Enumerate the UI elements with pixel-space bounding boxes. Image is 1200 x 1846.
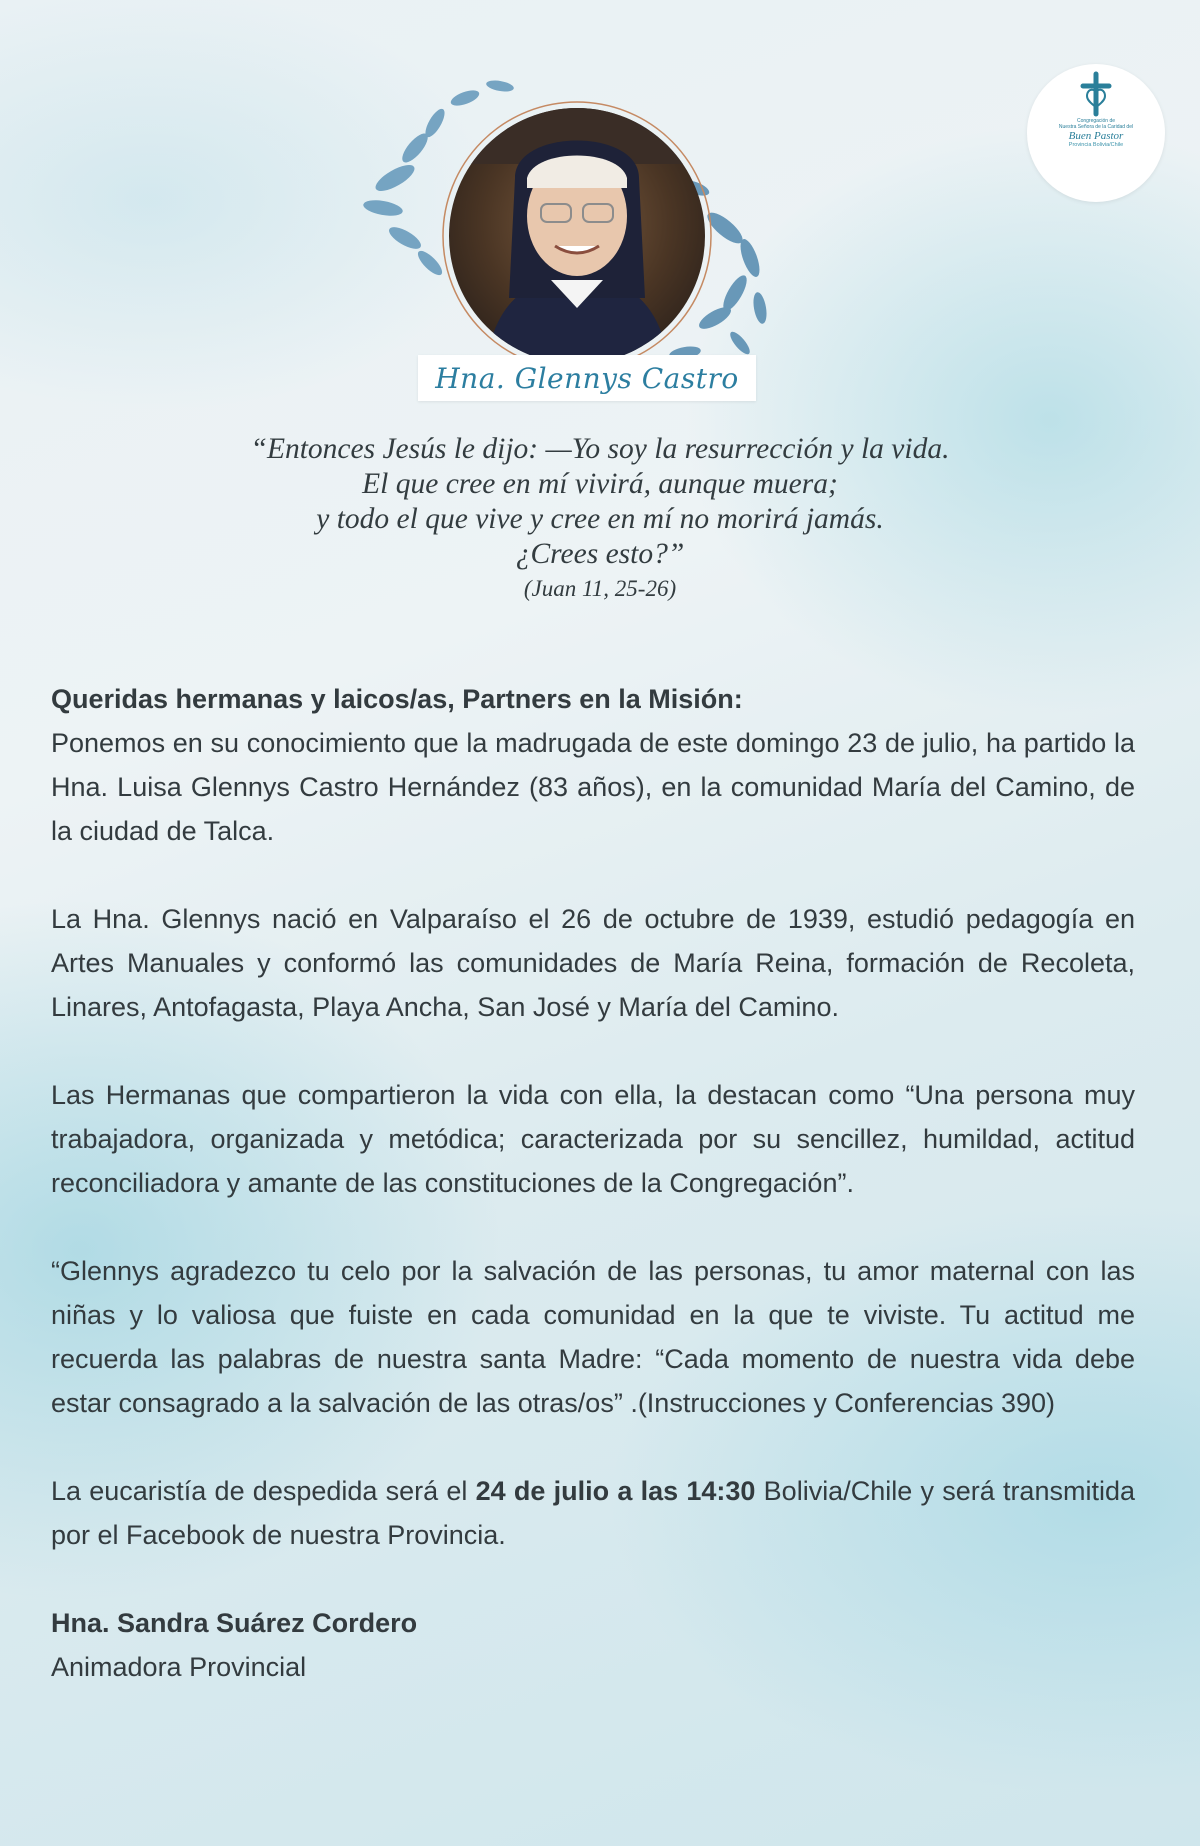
greeting: Queridas hermanas y laicos/as, Partners en la Misión: bbox=[51, 684, 743, 714]
logo-line-2: Nuestra Señora de la Caridad del bbox=[1058, 124, 1134, 130]
eucharist-text-before: La eucaristía de despedida será el bbox=[51, 1476, 476, 1506]
paragraph-biography: La Hna. Glennys nació en Valparaíso el 26 de octubre de 1939, estudió pedagogía en Artes Manuales y conformó las comunidades de María Reina, formación de Recoleta, Linares, Antofagasta, Playa Ancha, San José y María del Camino. bbox=[51, 904, 1135, 1022]
congregation-logo bbox=[1027, 64, 1165, 202]
logo-brand: Buen Pastor bbox=[1068, 130, 1124, 142]
eucharist-date: 24 de julio a las 14:30 bbox=[475, 1476, 756, 1506]
paragraph-testimony: Las Hermanas que compartieron la vida con ella, la destacan como “Una persona muy trabajadora, organizada y metódica; caracterizada por su sencillez, humildad, actitud reconciliadora y amante de las constituciones de la Congregación”. bbox=[51, 1080, 1135, 1198]
logo-subtitle: Provincia Bolivia/Chile bbox=[1068, 142, 1124, 148]
bible-quote bbox=[100, 432, 1100, 604]
eucharist-text-after: Bolivia/Chile y será transmitida por el Facebook de nuestra Provincia. bbox=[51, 1476, 1135, 1550]
portrait-photo bbox=[445, 104, 709, 368]
logo-line-1: Congregación de bbox=[1076, 118, 1116, 124]
letter-body bbox=[51, 677, 1135, 1689]
quote-line-3: y todo el que vive y cree en mí no morirá jamás. bbox=[316, 503, 884, 535]
quote-line-1: “Entonces Jesús le dijo: —Yo soy la resurrección y la vida. bbox=[250, 433, 950, 465]
quote-reference: (Juan 11, 25-26) bbox=[523, 576, 677, 601]
quote-line-2: El que cree en mí vivirá, aunque muera; bbox=[362, 468, 838, 500]
paragraph-eucharist bbox=[51, 1469, 1135, 1557]
paragraph-gratitude: “Glennys agradezco tu celo por la salvación de las personas, tu amor maternal con las niñas y lo valiosa que fuiste en cada comunidad en la que te viviste. Tu actitud me recuerda las palabras de nuestra santa Madre: “Cada momento de nuestra vida debe estar consagrado a la salvación de las otras/os” .(Instrucciones y Conferencias 390) bbox=[51, 1256, 1135, 1418]
cross-heart-icon bbox=[1073, 70, 1119, 118]
quote-line-4: ¿Crees esto?” bbox=[515, 538, 685, 570]
signature-role: Animadora Provincial bbox=[51, 1652, 307, 1682]
paragraph-announcement: Ponemos en su conocimiento que la madrugada de este domingo 23 de julio, ha partido la Hna. Luisa Glennys Castro Hernández (83 años), en la comunidad María del Camino, de la ciudad de Talca. bbox=[51, 728, 1135, 846]
deceased-name-banner: Hna. Glennys Castro bbox=[418, 355, 756, 401]
signature-name: Hna. Sandra Suárez Cordero bbox=[51, 1608, 418, 1638]
